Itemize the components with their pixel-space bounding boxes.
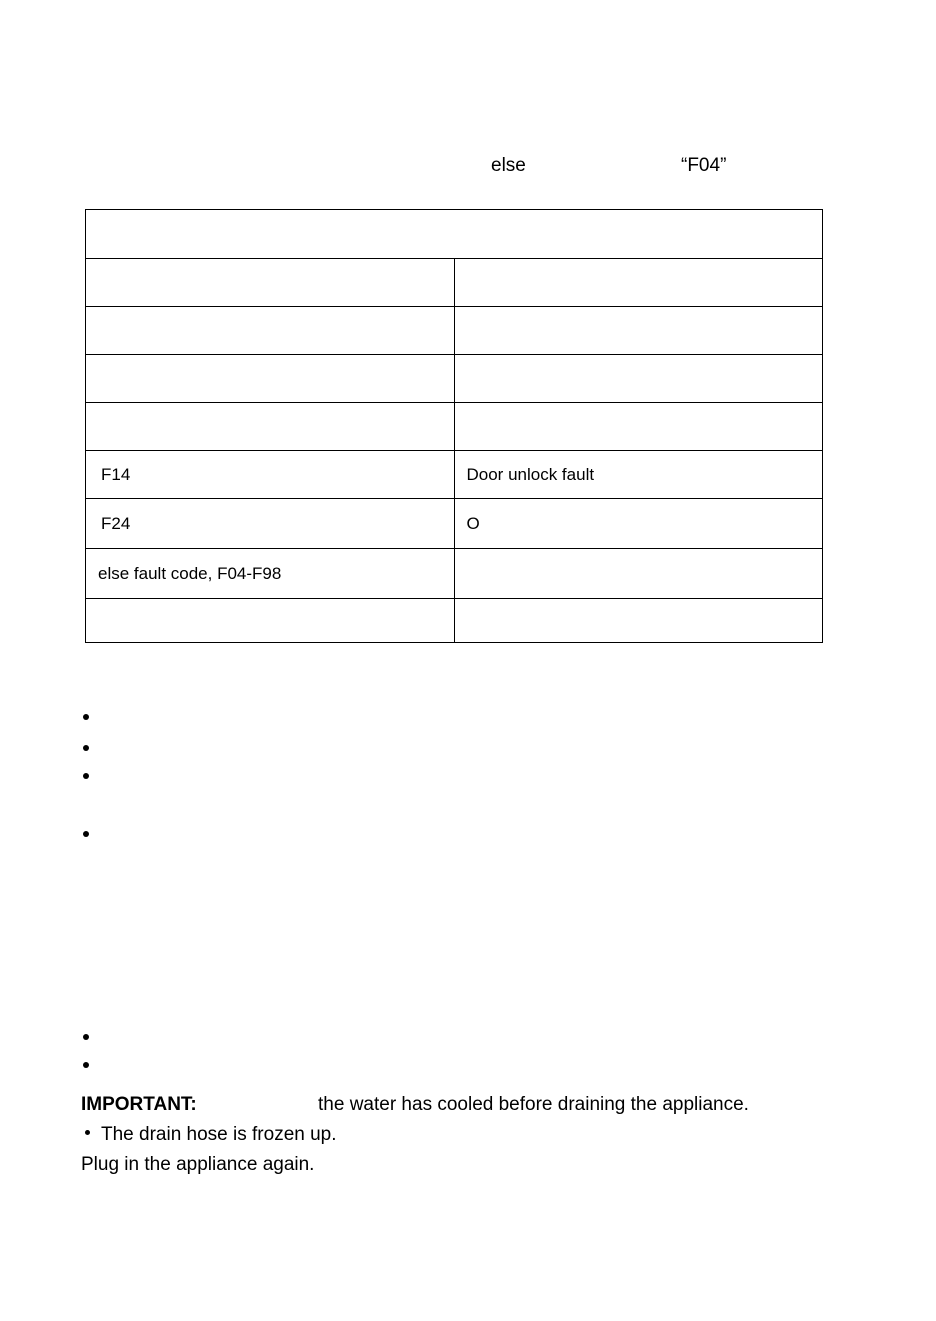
fault-code-text: F14 — [101, 464, 131, 484]
intro-f04-code: “F04” — [681, 155, 727, 176]
fault-code-text: else fault code, F04-F98 — [98, 563, 282, 583]
fault-code-cell — [86, 355, 455, 403]
bullet-dot-icon — [83, 745, 89, 751]
bullet-dot-icon — [83, 831, 89, 837]
fault-description-text — [455, 564, 467, 583]
fault-description-cell — [454, 259, 823, 307]
bullet-dot-icon — [83, 714, 89, 720]
important-label: IMPORTANT: — [81, 1094, 197, 1115]
fault-description-cell — [454, 549, 823, 599]
fault-description-text — [455, 369, 467, 388]
fault-description-cell — [454, 355, 823, 403]
bullet-dot-icon — [85, 1130, 90, 1135]
fault-code-cell — [86, 259, 455, 307]
fault-code-text — [86, 611, 101, 630]
drain-hose-text: The drain hose is frozen up. — [101, 1124, 337, 1145]
important-note — [81, 1094, 749, 1116]
fault-description-cell — [454, 599, 823, 643]
fault-code-table — [85, 209, 823, 643]
fault-description-text — [455, 321, 467, 340]
intro-else-word: else — [491, 155, 526, 176]
table-row-else — [86, 549, 823, 599]
fault-code-cell — [86, 599, 455, 643]
fault-code-text — [86, 321, 101, 340]
table-row — [86, 259, 823, 307]
bullet-dot-icon — [83, 1062, 89, 1068]
bullet-dot-icon — [83, 773, 89, 779]
table-row-f14 — [86, 451, 823, 499]
fault-code-text — [86, 417, 101, 436]
fault-code-text: F24 — [101, 513, 131, 533]
fault-description-cell — [454, 403, 823, 451]
fault-description-text: Door unlock fault — [466, 464, 595, 484]
fault-description-cell — [454, 499, 823, 549]
table-row — [86, 307, 823, 355]
fault-code-text — [86, 273, 101, 292]
fault-description-cell — [454, 451, 823, 499]
fault-description-cell — [454, 307, 823, 355]
fault-code-cell — [86, 499, 455, 549]
fault-code-cell — [86, 403, 455, 451]
fault-code-cell — [86, 451, 455, 499]
table-row-f24 — [86, 499, 823, 549]
fault-code-cell — [86, 307, 455, 355]
fault-description-text: O — [466, 513, 480, 533]
table-row — [86, 599, 823, 643]
table-row — [86, 403, 823, 451]
fault-description-text — [455, 273, 467, 292]
fault-description-text — [455, 611, 467, 630]
drain-hose-bullet — [85, 1124, 337, 1146]
fault-code-text — [86, 369, 101, 388]
fault-code-cell — [86, 549, 455, 599]
bullet-dot-icon — [83, 1034, 89, 1040]
fault-description-text — [455, 417, 467, 436]
important-text: the water has cooled before draining the appliance. — [318, 1094, 749, 1115]
table-header-cell — [86, 210, 823, 259]
plug-in-line: Plug in the appliance again. — [81, 1154, 315, 1175]
table-header-row — [86, 210, 823, 259]
table-row — [86, 355, 823, 403]
